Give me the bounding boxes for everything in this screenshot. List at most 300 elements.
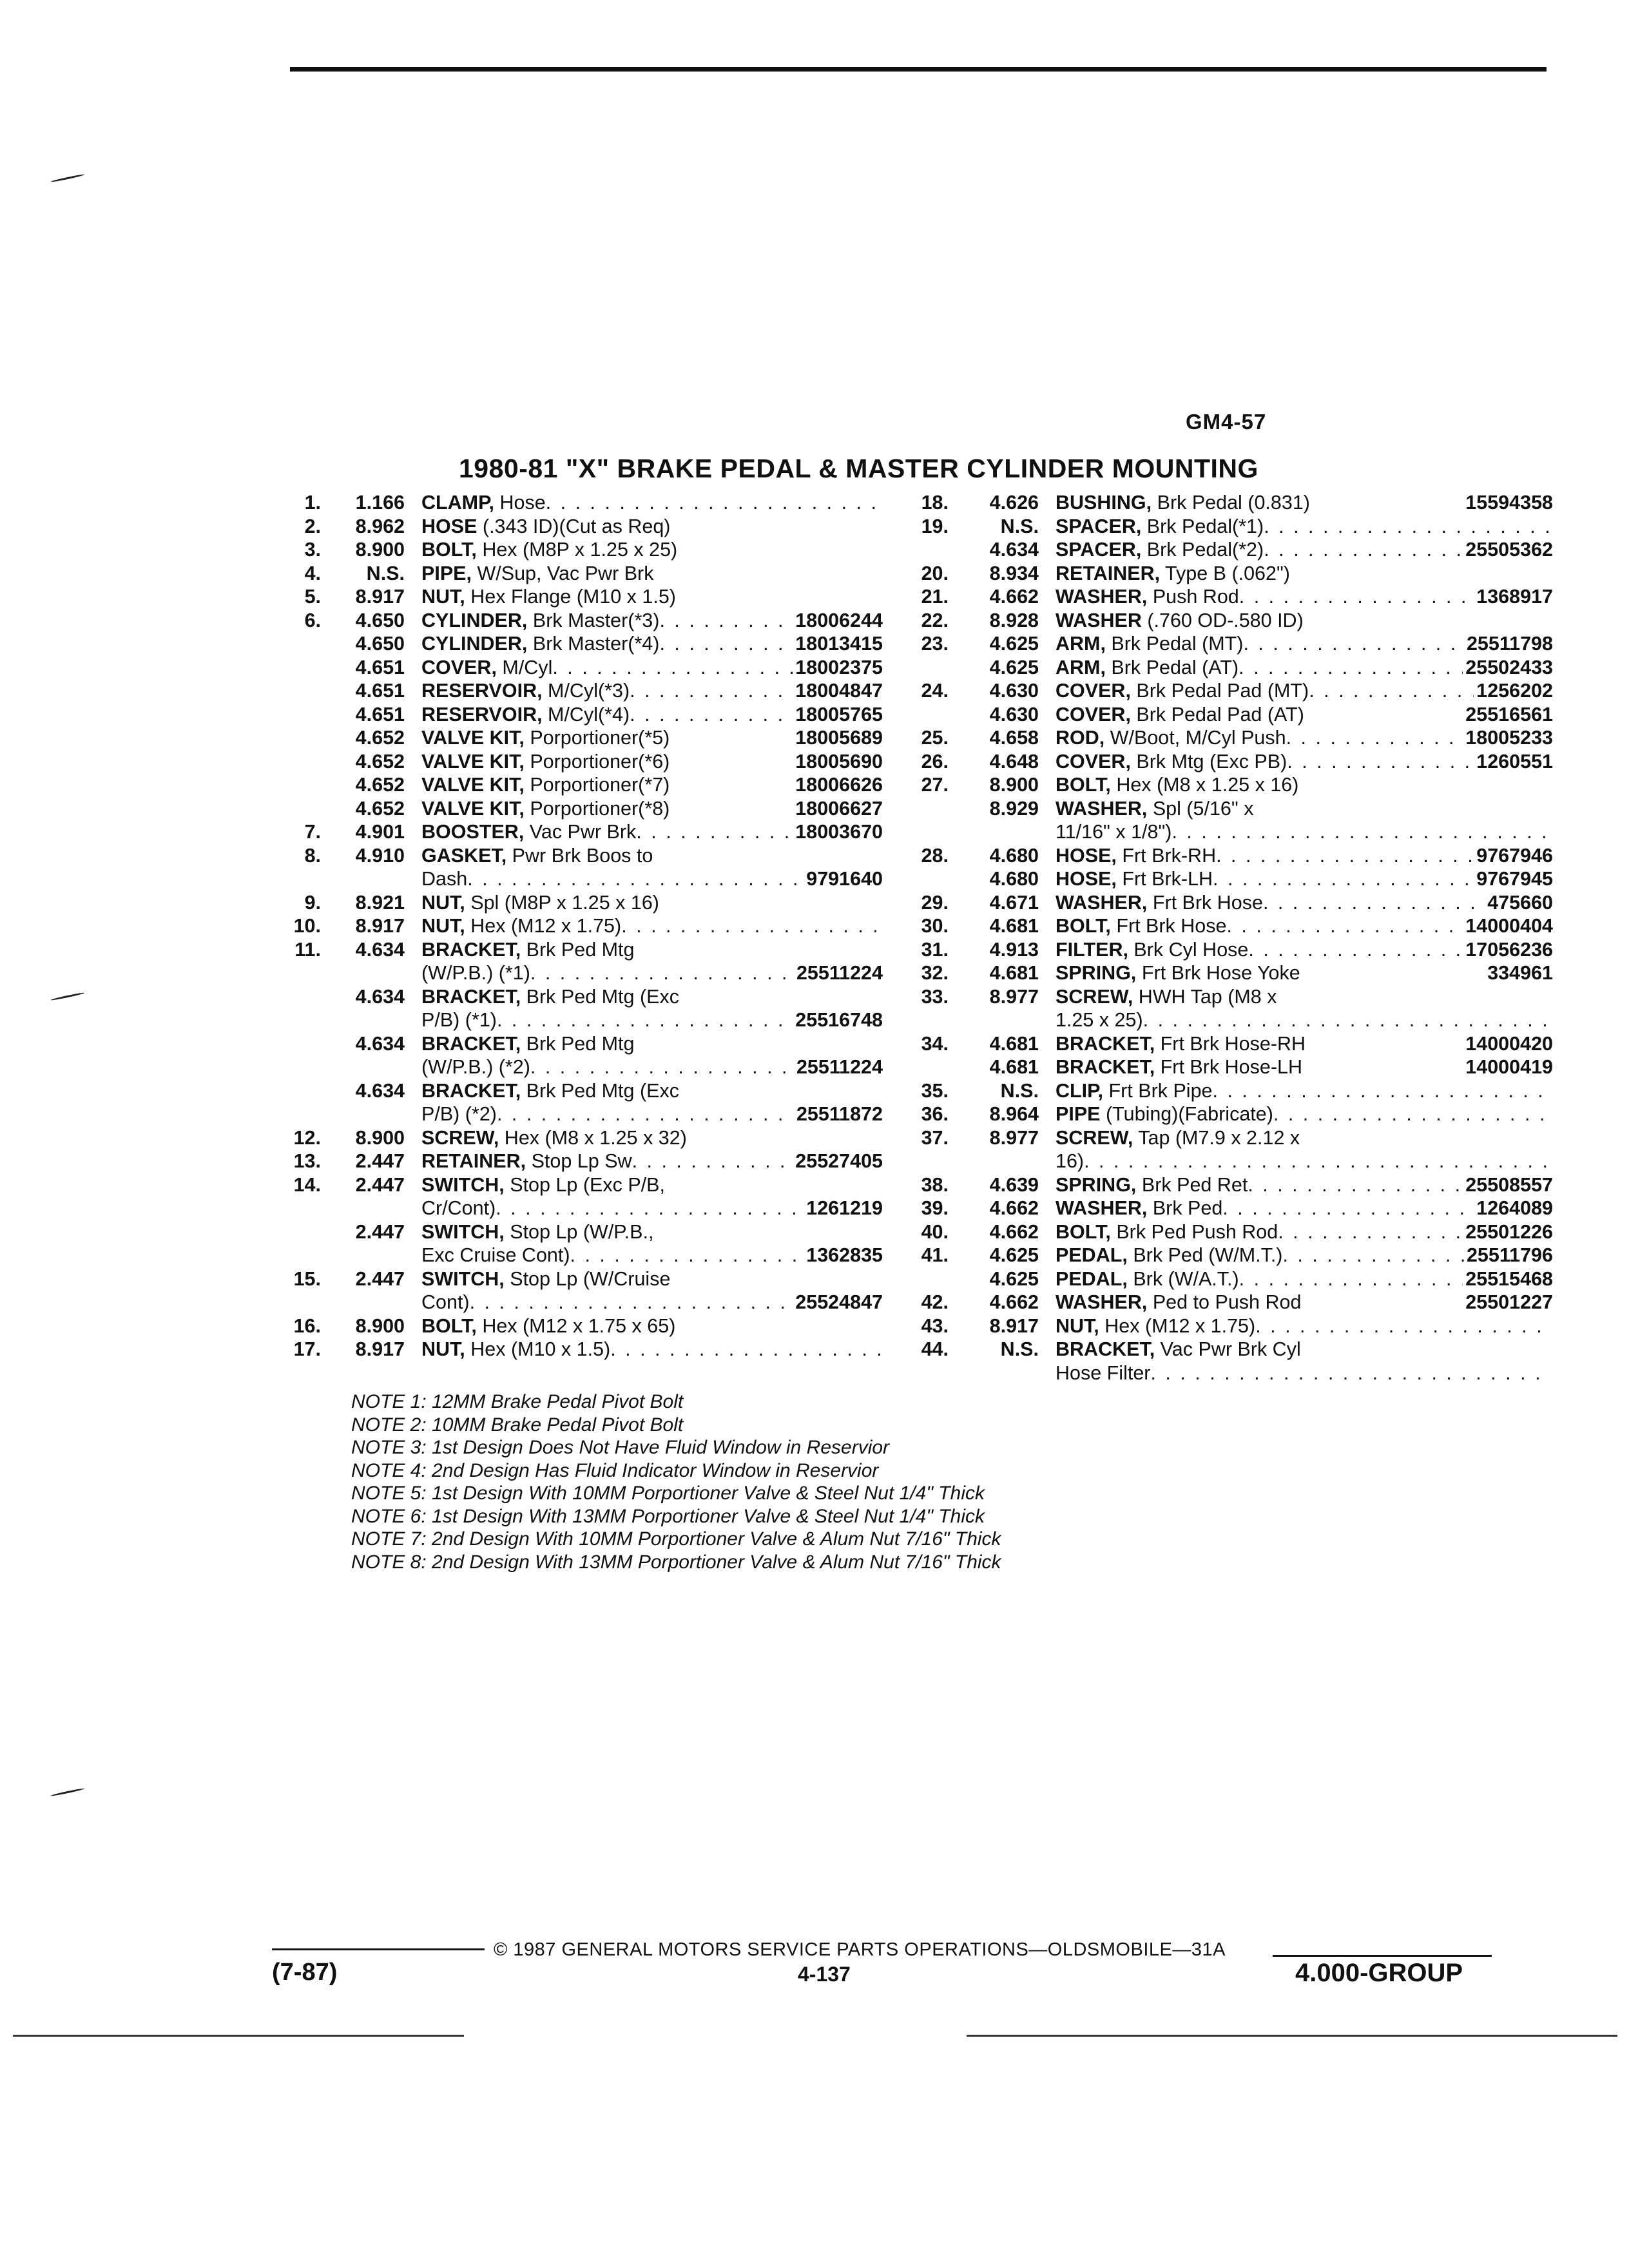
part-name: GASKET,: [421, 844, 507, 867]
group-number: 4.901: [355, 821, 405, 843]
item-number: 33.: [921, 985, 949, 1008]
part-description: [1055, 538, 1553, 562]
part-description: [1055, 1220, 1553, 1244]
part-description: [421, 562, 883, 586]
dot-leader: [677, 538, 880, 562]
part-name: BOLT,: [421, 539, 477, 561]
part-name: COVER,: [1055, 703, 1131, 726]
part-number: [1550, 562, 1553, 586]
part-number: [880, 491, 883, 515]
part-row: [271, 585, 883, 609]
item-number: [909, 538, 949, 562]
part-number: 25524847: [795, 1291, 883, 1313]
group-number: 4.662: [989, 1197, 1039, 1219]
group-number: 8.934: [989, 562, 1039, 584]
item-number: 10.: [293, 915, 321, 937]
part-number: 18006627: [795, 797, 883, 820]
dot-leader: [670, 773, 793, 797]
part-number: 15594358: [1465, 492, 1553, 514]
group-number: 4.680: [989, 844, 1039, 867]
part-row: [909, 1314, 1553, 1338]
group-number: 4.662: [989, 1291, 1039, 1313]
part-description: [421, 1079, 883, 1103]
part-number: [880, 538, 883, 562]
part-number: [1550, 515, 1553, 539]
item-number: [909, 1267, 949, 1291]
part-detail: (W/P.B.) (*1): [421, 962, 530, 984]
footer-rule-right: [1273, 1955, 1492, 1957]
part-name: SWITCH,: [421, 1267, 505, 1290]
part-description: [421, 961, 883, 985]
part-number: [880, 1220, 883, 1244]
part-detail: Cont): [421, 1291, 470, 1313]
item-number: 31.: [921, 938, 949, 961]
dot-leader: [496, 1196, 804, 1220]
part-detail: Brk Ped Mtg: [521, 1032, 635, 1055]
note-line: NOTE 5: 1st Design With 10MM Porportioner Valve & Steel Nut 1/4" Thick: [351, 1483, 985, 1504]
note-line: NOTE 4: 2nd Design Has Fluid Indicator Window in Reservior: [351, 1459, 879, 1481]
group-number: [321, 1055, 421, 1079]
part-description: [1055, 515, 1553, 539]
part-row: [271, 632, 883, 656]
part-number: 1362835: [806, 1244, 883, 1266]
part-name: ARM,: [1055, 656, 1106, 678]
part-name: VALVE KIT,: [421, 774, 525, 796]
part-number: [1550, 1008, 1553, 1032]
dot-leader: [552, 656, 793, 680]
part-description: [421, 891, 883, 915]
group-number: [321, 867, 421, 891]
part-detail: M/Cyl(*3): [542, 680, 630, 702]
item-number: [909, 1149, 949, 1173]
scan-mark: [50, 992, 84, 1001]
item-number: [271, 1291, 321, 1314]
part-description: [1055, 1055, 1553, 1079]
group-number: 4.625: [989, 656, 1039, 678]
part-row: [271, 914, 883, 938]
part-description: [1055, 750, 1553, 774]
part-row: [909, 1126, 1553, 1150]
part-row: [271, 1032, 883, 1056]
item-number: [271, 867, 321, 891]
part-number: [880, 1032, 883, 1056]
part-description: [1055, 703, 1553, 727]
dot-leader: [670, 1267, 880, 1291]
group-number: 4.630: [989, 703, 1039, 726]
part-description: [421, 1291, 883, 1314]
part-description: [421, 867, 883, 891]
part-description: [421, 1267, 883, 1291]
part-number: 1260551: [1476, 750, 1553, 773]
part-number: [1550, 1079, 1553, 1103]
item-number: [271, 703, 321, 727]
item-number: 24.: [921, 680, 949, 702]
group-number: 4.651: [355, 656, 405, 678]
item-number: 41.: [921, 1244, 949, 1266]
note-line: NOTE 2: 10MM Brake Pedal Pivot Bolt: [351, 1414, 684, 1436]
part-name: ROD,: [1055, 727, 1105, 749]
item-number: 4.: [304, 562, 321, 584]
group-number: 2.447: [355, 1173, 405, 1196]
part-name: BOLT,: [1055, 1220, 1111, 1243]
dot-leader: [1282, 1244, 1464, 1267]
part-detail: Brk Mtg (Exc PB): [1130, 750, 1287, 773]
group-number: 8.929: [989, 797, 1039, 820]
part-name: FILTER,: [1055, 938, 1128, 961]
dot-leader: [630, 703, 793, 727]
part-row: [909, 1196, 1553, 1220]
part-number: 475660: [1487, 891, 1553, 914]
part-number: 25511224: [796, 1056, 883, 1078]
item-number: 5.: [304, 586, 321, 608]
item-number: [271, 679, 321, 703]
part-detail: Brk Ped Ret: [1136, 1173, 1248, 1196]
part-row: [271, 1055, 883, 1079]
part-detail: Hex (M12 x 1.75 x 65): [476, 1314, 676, 1337]
part-number: 25508557: [1465, 1173, 1553, 1196]
part-description: [1055, 1314, 1553, 1338]
parts-list-left: [271, 491, 883, 1361]
part-row: [909, 797, 1553, 821]
part-description: [1055, 1267, 1553, 1291]
part-row: [909, 1173, 1553, 1197]
part-detail: Brk Pedal (0.831): [1152, 492, 1310, 514]
scan-mark: [50, 173, 84, 182]
item-number: [271, 1102, 321, 1126]
bottom-rule-left: [13, 2035, 464, 2037]
part-number: 25511798: [1466, 633, 1553, 655]
dot-leader: [1301, 1338, 1550, 1361]
part-row: [271, 1008, 883, 1032]
part-number: [880, 914, 883, 938]
part-number: [1550, 797, 1553, 821]
part-detail: Exc Cruise Cont): [421, 1244, 570, 1266]
part-detail: Hex (M10 x 1.5): [465, 1338, 611, 1360]
group-number: 8.962: [355, 515, 405, 537]
part-detail: (W/P.B.) (*2): [421, 1056, 530, 1078]
part-name: COVER,: [421, 656, 497, 678]
part-row: [909, 1008, 1553, 1032]
part-row: [909, 985, 1553, 1009]
part-description: [421, 632, 883, 656]
part-detail: Frt Brk-LH: [1116, 868, 1213, 890]
group-number: 4.650: [355, 633, 405, 655]
part-description: [1055, 1102, 1553, 1126]
part-number: [1550, 985, 1553, 1009]
part-detail: Brk Pedal Pad (MT): [1130, 680, 1309, 702]
dot-leader: [570, 1244, 804, 1267]
part-number: [880, 1126, 883, 1150]
part-row: [909, 679, 1553, 703]
dot-leader: [1248, 1173, 1463, 1197]
part-detail: W/Boot, M/Cyl Push: [1104, 727, 1286, 749]
part-row: [271, 656, 883, 680]
group-number: 8.977: [989, 985, 1039, 1008]
group-number: 8.977: [989, 1126, 1039, 1149]
part-name: ARM,: [1055, 633, 1106, 655]
part-name: BRACKET,: [421, 1032, 521, 1055]
part-description: [1055, 1244, 1553, 1267]
part-detail: P/B) (*2): [421, 1103, 497, 1125]
part-row: [271, 1244, 883, 1267]
part-row: [909, 1267, 1553, 1291]
part-detail: Stop Lp (W/P.B.,: [504, 1220, 654, 1243]
part-description: [421, 491, 883, 515]
part-row: [271, 1338, 883, 1361]
group-number: 4.625: [989, 1267, 1039, 1290]
group-number: 2.447: [355, 1220, 405, 1243]
part-number: 25511796: [1466, 1244, 1553, 1266]
part-number: 18002375: [795, 656, 883, 678]
part-detail: Ped to Push Rod: [1147, 1291, 1302, 1313]
part-detail: 16): [1055, 1150, 1084, 1172]
part-name: PEDAL,: [1055, 1244, 1128, 1266]
group-number: 8.917: [355, 915, 405, 937]
item-number: 27.: [921, 774, 949, 796]
scan-mark: [50, 1787, 84, 1796]
part-name: CYLINDER,: [421, 633, 528, 655]
part-description: [421, 1149, 883, 1173]
dot-leader: [1255, 1314, 1550, 1338]
part-description: [421, 797, 883, 821]
group-number: 4.630: [989, 680, 1039, 702]
dot-leader: [1278, 1220, 1463, 1244]
dot-leader: [1263, 891, 1485, 915]
dot-leader: [1239, 656, 1463, 680]
item-number: 36.: [921, 1103, 949, 1125]
part-detail: 11/16" x 1/8"): [1055, 821, 1172, 843]
dot-leader: [653, 844, 880, 868]
part-name: CLAMP,: [421, 492, 494, 514]
group-number: 4.662: [989, 586, 1039, 608]
revision-date: (7-87): [272, 1959, 338, 1986]
part-detail: Brk (W/A.T.): [1127, 1267, 1239, 1290]
part-description: [1055, 773, 1553, 797]
item-number: 35.: [921, 1079, 949, 1102]
item-number: [271, 750, 321, 774]
dot-leader: [1239, 1267, 1463, 1291]
part-description: [1055, 656, 1553, 680]
part-name: SPACER,: [1055, 539, 1142, 561]
dot-leader: [659, 632, 793, 656]
part-number: 18003670: [795, 821, 883, 843]
item-number: [271, 1032, 321, 1056]
part-detail: Spl (M8P x 1.25 x 16): [465, 891, 659, 914]
part-number: [1550, 1126, 1553, 1150]
part-description: [421, 820, 883, 844]
part-name: BRACKET,: [421, 1079, 521, 1102]
part-number: [1550, 1361, 1553, 1385]
part-number: 334961: [1487, 962, 1553, 984]
dot-leader: [1304, 703, 1463, 727]
part-description: [1055, 1338, 1553, 1361]
part-detail: Brk Pedal (AT): [1105, 656, 1239, 678]
part-detail: Vac Pwr Brk Cyl: [1155, 1338, 1301, 1360]
part-row: [909, 1291, 1553, 1314]
part-row: [909, 515, 1553, 539]
group-number: 4.634: [355, 985, 405, 1008]
part-description: [1055, 844, 1553, 868]
part-detail: Cr/Cont): [421, 1197, 496, 1219]
part-number: 1368917: [1476, 586, 1553, 608]
group-number: 8.900: [989, 774, 1039, 796]
part-description: [421, 585, 883, 609]
part-name: CLIP,: [1055, 1079, 1104, 1102]
part-row: [909, 656, 1553, 680]
note-line: NOTE 3: 1st Design Does Not Have Fluid Window in Reservior: [351, 1437, 890, 1458]
page-title: 1980-81 "X" BRAKE PEDAL & MASTER CYLINDER MOUNTING: [459, 454, 1258, 483]
item-number: 9.: [304, 891, 321, 914]
part-row: [909, 891, 1553, 915]
item-number: [909, 1008, 949, 1032]
part-description: [1055, 985, 1553, 1009]
part-number: 25502433: [1465, 656, 1553, 678]
part-description: [1055, 1079, 1553, 1103]
part-detail: Hex (M12 x 1.75): [465, 915, 622, 937]
dot-leader: [1306, 1032, 1463, 1056]
group-number: 4.625: [989, 633, 1039, 655]
group-number: 8.964: [989, 1103, 1039, 1125]
dot-leader: [1213, 1079, 1550, 1103]
part-name: NUT,: [421, 891, 465, 914]
dot-leader: [653, 562, 880, 586]
dot-leader: [1213, 867, 1474, 891]
part-detail: Brk Master(*3): [527, 609, 660, 631]
group-number: 2.447: [355, 1150, 405, 1172]
dot-leader: [1301, 1291, 1463, 1314]
group-number: 2.447: [355, 1267, 405, 1290]
part-name: HOSE,: [1055, 868, 1117, 890]
group-number: 4.681: [989, 915, 1039, 937]
item-number: [271, 1008, 321, 1032]
part-description: [421, 679, 883, 703]
part-description: [421, 1338, 883, 1361]
item-number: 18.: [921, 492, 949, 514]
part-detail: Porportioner(*6): [524, 750, 670, 773]
dot-leader: [659, 609, 793, 633]
part-detail: Brk Ped: [1147, 1197, 1223, 1219]
bottom-rule-right: [967, 2035, 1617, 2037]
dot-leader: [546, 491, 880, 515]
group-number: 8.917: [355, 1338, 405, 1360]
part-description: [1055, 1291, 1553, 1314]
item-number: 19.: [921, 515, 949, 537]
dot-leader: [665, 1173, 880, 1197]
copyright-line: © 1987 GENERAL MOTORS SERVICE PARTS OPERATIONS—OLDSMOBILE—31A: [494, 1939, 1226, 1960]
dot-leader: [470, 1291, 793, 1314]
group-number: 4.681: [989, 1032, 1039, 1055]
part-row: [271, 703, 883, 727]
item-number: 37.: [921, 1126, 949, 1149]
dot-leader: [659, 891, 880, 915]
group-number: 4.681: [989, 962, 1039, 984]
part-number: [880, 562, 883, 586]
group-number: 4.634: [355, 1032, 405, 1055]
item-number: 7.: [304, 821, 321, 843]
part-name: BRACKET,: [1055, 1032, 1155, 1055]
dot-leader: [1171, 820, 1550, 844]
group-number: 4.910: [355, 844, 405, 867]
part-detail: Frt Brk Hose: [1110, 915, 1227, 937]
part-detail: Stop Lp Sw: [526, 1150, 632, 1172]
part-description: [421, 726, 883, 750]
part-number: 25527405: [795, 1150, 883, 1172]
item-number: [271, 1055, 321, 1079]
part-number: 18005690: [795, 750, 883, 773]
part-detail: Brk Ped (W/M.T.): [1127, 1244, 1283, 1266]
part-name: RESERVOIR,: [421, 703, 543, 726]
part-detail: Brk Pedal(*2): [1141, 539, 1264, 561]
item-number: [909, 1055, 949, 1079]
part-number: [880, 985, 883, 1009]
part-number: 18005765: [795, 703, 883, 726]
part-name: RETAINER,: [1055, 562, 1161, 584]
part-number: [880, 1173, 883, 1197]
dot-leader: [1248, 938, 1463, 962]
dot-leader: [1243, 632, 1464, 656]
part-number: 18013415: [795, 633, 883, 655]
item-number: 2.: [304, 515, 321, 537]
group-number: 4.626: [989, 492, 1039, 514]
group-number: 4.652: [355, 750, 405, 773]
page-code: GM4-57: [1186, 410, 1267, 434]
part-description: [1055, 914, 1553, 938]
part-name: SCREW,: [1055, 985, 1133, 1008]
group-number: 8.900: [355, 1126, 405, 1149]
part-detail: Brk Cyl Hose: [1128, 938, 1249, 961]
part-detail: W/Sup, Vac Pwr Brk: [471, 562, 654, 584]
part-description: [421, 538, 883, 562]
part-name: VALVE KIT,: [421, 750, 525, 773]
part-number: [880, 938, 883, 962]
part-number: [880, 1338, 883, 1361]
item-number: [271, 1196, 321, 1220]
dot-leader: [1300, 1126, 1550, 1150]
part-detail: Frt Brk Hose-RH: [1155, 1032, 1306, 1055]
part-name: WASHER: [1055, 609, 1142, 631]
part-description: [421, 609, 883, 633]
dot-leader: [1290, 562, 1550, 586]
part-name: RESERVOIR,: [421, 680, 543, 702]
part-number: [880, 1314, 883, 1338]
part-row: [909, 726, 1553, 750]
item-number: 42.: [921, 1291, 949, 1313]
part-name: NUT,: [421, 586, 465, 608]
part-row: [909, 1079, 1553, 1103]
item-number: [271, 726, 321, 750]
dot-leader: [1287, 750, 1474, 774]
item-number: [271, 985, 321, 1009]
part-number: 25501226: [1465, 1220, 1553, 1243]
item-number: [271, 797, 321, 821]
part-description: [421, 515, 883, 539]
part-row: [909, 609, 1553, 633]
group-number: 8.921: [355, 891, 405, 914]
part-detail: 1.25 x 25): [1055, 1009, 1143, 1031]
group-number: N.S.: [1000, 1079, 1039, 1102]
item-number: 28.: [921, 844, 949, 867]
part-description: [421, 1196, 883, 1220]
part-description: [1055, 867, 1553, 891]
part-detail: Frt Brk Hose-LH: [1155, 1056, 1302, 1078]
part-description: [421, 1055, 883, 1079]
group-number: 8.928: [989, 609, 1039, 631]
part-detail: Stop Lp (W/Cruise: [504, 1267, 671, 1290]
part-detail: (Tubing)(Fabricate): [1100, 1103, 1273, 1125]
part-name: SCREW,: [1055, 1126, 1133, 1149]
part-detail: Brk Pedal(*1): [1141, 515, 1264, 537]
item-number: [271, 632, 321, 656]
